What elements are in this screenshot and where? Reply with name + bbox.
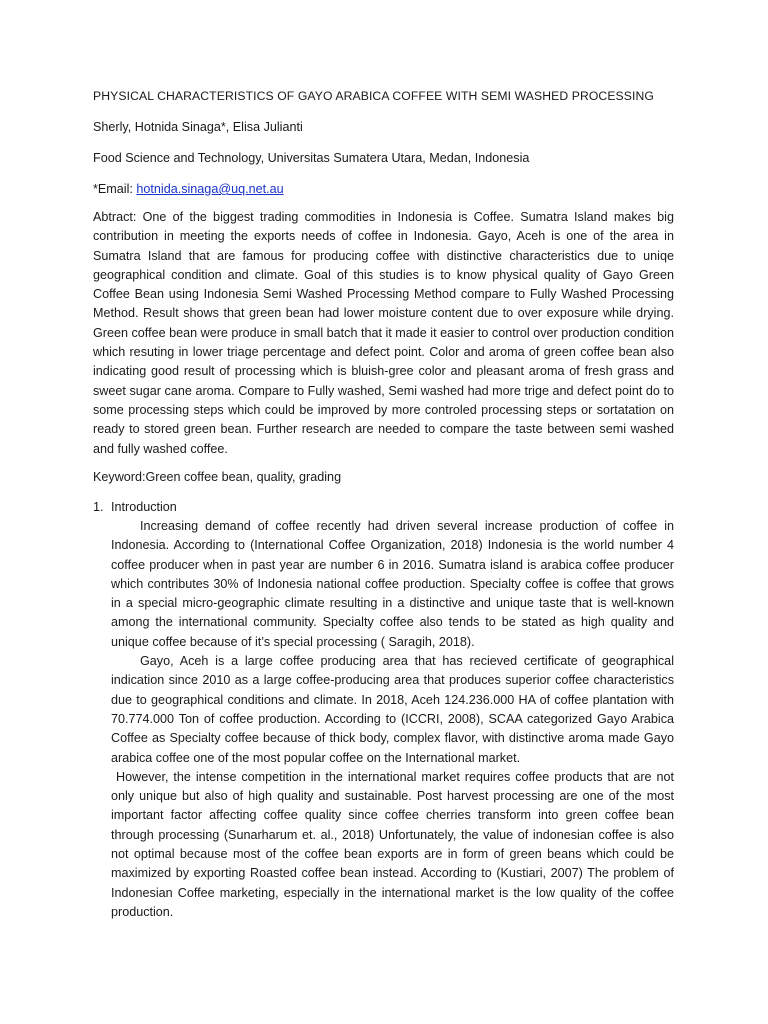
email-link[interactable]: hotnida.sinaga@uq.net.au xyxy=(136,182,284,196)
email-label: *Email: xyxy=(93,182,137,196)
introduction-body xyxy=(111,517,674,922)
paragraph: Gayo, Aceh is a large coffee producing area that has recieved certificate of geographical indication since 2010 as a large coffee-producing area that produces superior coffee characteristics due to geographical conditions and climate. In 2018, Aceh 124.236.000 HA of coffee plantation with 70.774.000 Ton of coffee production. According to (ICCRI, 2008), SCAA categorized Gayo Arabica Coffee as Specialty coffee because of thick body, complex flavor, with distinctive aroma made Gayo arabica coffee one of the most popular coffee on the International market. xyxy=(111,654,674,765)
paragraph: Increasing demand of coffee recently had driven several increase production of coffee in Indonesia. According to (International Coffee Organization, 2018) Indonesia is the world number 4 coffee producer when in past year are number 6 in 2016. Sumatra island is arabica coffee producer which contributes 30% of Indonesia national coffee production. Specialty coffee is coffee that grows in a special micro-geographic climate resulting in a distinctive and unique taste that is well-known among the international community. Specialty coffee also tends to be stated as high quality and unique coffee because of it’s special processing ( Saragih, 2018). xyxy=(111,519,674,649)
section-title: Introduction xyxy=(111,500,177,514)
paper-title: PHYSICAL CHARACTERISTICS OF GAYO ARABICA COFFEE WITH SEMI WASHED PROCESSING xyxy=(93,89,654,103)
keywords: Keyword:Green coffee bean, quality, grading xyxy=(93,470,342,484)
abstract: Abtract: One of the biggest trading commodities in Indonesia is Coffee. Sumatra Island makes big contribution in meeting the exports needs of coffee in Indonesia. Gayo, Aceh is one of the area in Sumatra Island that are famous for producing coffee with distinctive characteristics due to uniqe geographical condition and climate. Goal of this studies is to know physical quality of Gayo Green Coffee Bean using Indonesia Semi Washed Processing Method compare to Fully Washed Processing Method. Result shows that green bean had lower moisture content due to over exposure while drying. Green coffee bean were produce in small batch that it made it easier to control over production condition which resuting in lower triage percentage and defect point. Color and aroma of green coffee bean also indicating good result of processing which is bluish-gree color and pleasant aroma of fresh grass and sweet sugar cane aroma. Compare to Fully washed, Semi washed had more trige and defect point do to some processing steps which could be improved by more controled processing steps or sortatation on ready to stored green bean. Further research are needed to compare the taste between semi washed and fully washed coffee. xyxy=(93,210,674,456)
section-heading-introduction xyxy=(93,500,177,514)
author-list: Sherly, Hotnida Sinaga*, Elisa Julianti xyxy=(93,120,303,134)
affiliation: Food Science and Technology, Universitas Sumatera Utara, Medan, Indonesia xyxy=(93,151,530,165)
paragraph: However, the intense competition in the international market requires coffee products that are not only unique but also of high quality and sustainable. Post harvest processing are one of the most important factor affecting coffee quality since coffee cherries transform into green coffee bean through processing (Sunarharum et. al., 2018) Unfortunately, the value of indonesian coffee is also not optimal because most of the coffee bean exports are in form of green beans which could be maximized by exporting Roasted coffee bean instead. According to (Kustiari, 2007) The problem of Indonesian Coffee marketing, especially in the international market is the low quality of the coffee production. xyxy=(111,769,674,919)
corresponding-email xyxy=(93,182,284,196)
section-number: 1. xyxy=(93,500,104,514)
